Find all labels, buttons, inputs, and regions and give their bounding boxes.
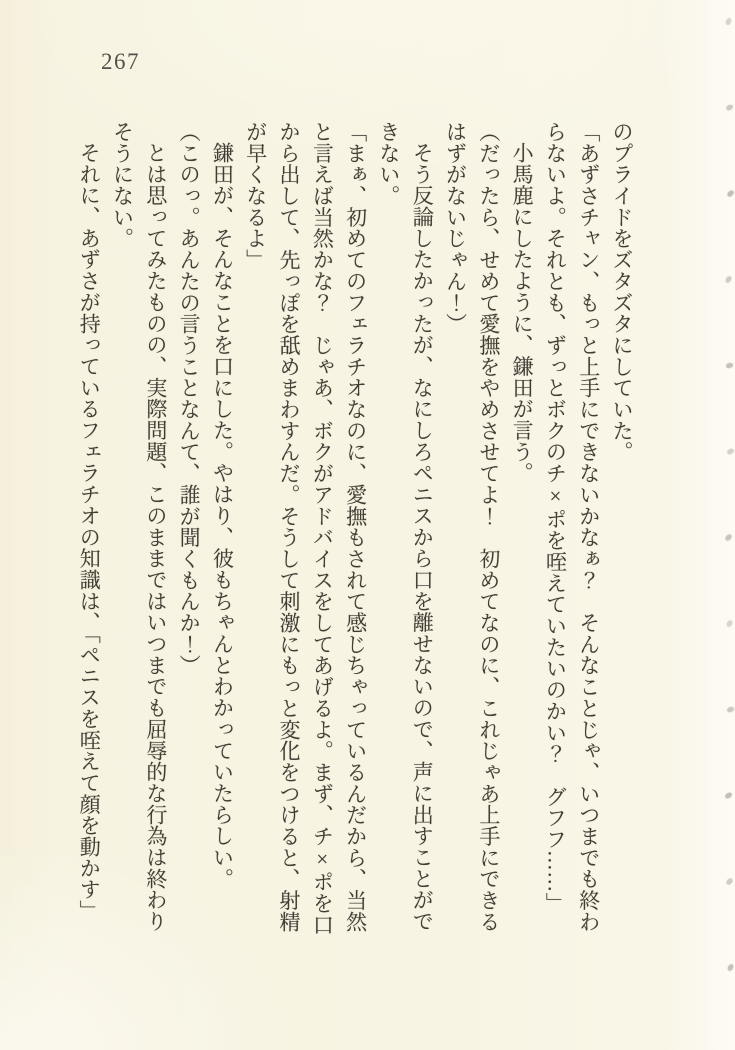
text-column: から出して、先っぽを舐めまわすんだ。そうして刺激にもっと変化をつけると、射精 [277, 121, 302, 933]
scan-speck [724, 533, 732, 542]
text-column: と言えば当然かな？ じゃあ、ボクがアドバイスをしてあげるよ。まず、チ×ポを口 [310, 121, 335, 936]
scan-speck [724, 791, 733, 799]
text-column: それに、あずさが持っているフェラチオの知識は、「ペニスを咥えて顔を動かす」 [77, 142, 102, 922]
text-column: きない。 [376, 121, 401, 207]
text-column: 小馬鹿にしたように、鎌田が言う。 [510, 142, 535, 484]
scan-speck [726, 447, 735, 455]
text-column: らないよ。それとも、ずっとボクのチ×ポを咥えていたいのかい？ グフフ……」 [543, 121, 568, 914]
text-column: とは思ってみたものの、実際問題、このままではいつまでも屈辱的な行為は終わり [143, 142, 168, 932]
scan-speck [726, 706, 735, 714]
scan-speck [726, 189, 734, 198]
text-column: そう反論したかったが、なにしろペニスから口を離せないので、声に出すことがで [410, 142, 435, 932]
text-column: 「あずさチャン、もっと上手にできないかなぁ？ そんなことじゃ、いつまでも終わ [576, 121, 601, 933]
scan-speck [725, 103, 734, 111]
scan-speck [725, 17, 732, 25]
text-block [72, 121, 638, 979]
scan-speck [725, 877, 733, 886]
text-column: （だったら、せめて愛撫をやめさせてよ！ 初めてなのに、これじゃあ上手にできる [476, 121, 501, 933]
text-column: が早くなるよ」 [243, 121, 268, 271]
text-column: 「まぁ、初めてのフェラチオなのに、愛撫もされて感じちゃっているんだから、当然 [343, 121, 368, 933]
text-column: はずがないじゃん！） [443, 121, 468, 335]
scan-speck [725, 362, 734, 370]
scan-speck [725, 275, 733, 283]
text-column: 鎌田が、そんなことを口にした。やはり、彼もちゃんとわかっていたらしい。 [210, 142, 235, 890]
scan-speck [727, 963, 734, 971]
text-column: （このっ。あんたの言うことなんて、誰が聞くもんか！） [177, 121, 202, 677]
text-column: そうにない。 [110, 121, 135, 250]
scan-speck [726, 619, 733, 627]
page-number: 267 [101, 49, 140, 74]
text-column: のプライドをズタズタにしていた。 [610, 121, 634, 463]
